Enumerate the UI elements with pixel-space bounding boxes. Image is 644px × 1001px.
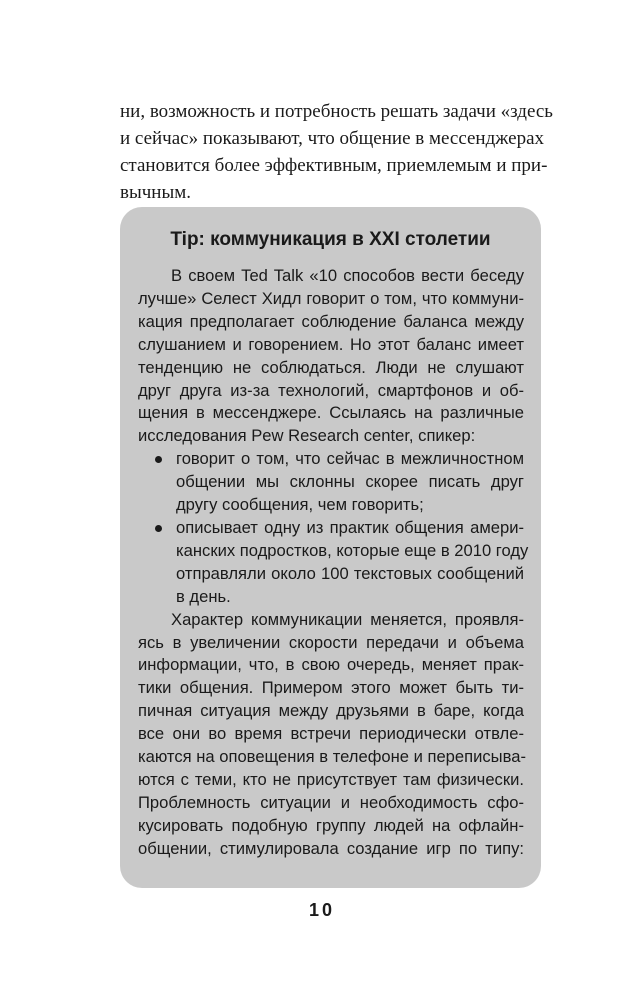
tip-line: пичная ситуация между друзьями в баре, когда bbox=[138, 701, 524, 721]
intro-line: вычным. bbox=[120, 182, 191, 203]
tip-line: друг друга из-за технологий, смартфонов и об- bbox=[138, 380, 524, 400]
tip-line: описывает одну из практик общения амери- bbox=[176, 517, 524, 537]
bullet-item bbox=[138, 517, 529, 609]
tip-line: Характер коммуникации меняется, проявля- bbox=[171, 609, 524, 629]
tip-line: каются на оповещения в телефоне и переписыва- bbox=[138, 747, 526, 767]
tip-line: общении, стимулировала создание игр по типу: bbox=[138, 838, 524, 858]
tip-line: информации, что, в свою очередь, меняет прак- bbox=[138, 655, 524, 675]
tip-line: щения в мессенджере. Ссылаясь на различные bbox=[138, 403, 524, 423]
tip-line: ются с теми, кто не присутствует там физически. bbox=[138, 769, 524, 789]
tip-title: Tip: коммуникация в XXI столетии bbox=[170, 229, 491, 250]
tip-line: В своем Ted Talk «10 способов вести беседу bbox=[171, 266, 524, 285]
tip-line: другу сообщения, чем говорить; bbox=[176, 495, 424, 515]
intro-line: ни, возможность и потребность решать задачи «здесь bbox=[120, 101, 553, 122]
intro-line: становится более эффективным, приемлемым и при- bbox=[120, 155, 548, 176]
tip-line: общении мы склонны скорее писать друг bbox=[176, 472, 524, 492]
tip-line: кусировать подобную группу людей на офлайн- bbox=[138, 815, 524, 835]
intro-paragraph bbox=[120, 98, 553, 206]
tip-line: канских подростков, которые еще в 2010 году bbox=[176, 540, 529, 560]
tip-line: говорит о том, что сейчас в межличностном bbox=[176, 449, 524, 469]
bullet-item bbox=[138, 448, 524, 517]
tip-line: лучше» Селест Хидл говорит о том, что коммуни- bbox=[138, 288, 524, 308]
tip-line: все они во время встречи периодически отвле- bbox=[138, 724, 524, 744]
tip-line: отправляли около 100 текстовых сообщений bbox=[176, 563, 524, 583]
tip-line: тенденцию не соблюдаться. Люди не слушают bbox=[138, 357, 524, 377]
bullet-dot-icon bbox=[155, 525, 162, 532]
tip-line: слушанием и говорением. Но этот баланс имеет bbox=[138, 334, 524, 354]
tip-line: исследования Pew Research center, спикер: bbox=[138, 426, 476, 446]
intro-line: и сейчас» показывают, что общение в мессенджерах bbox=[120, 128, 545, 149]
tip-body bbox=[138, 265, 529, 861]
tip-line: кация предполагает соблюдение баланса между bbox=[138, 311, 524, 331]
tip-line: в день. bbox=[176, 586, 231, 606]
tip-line: ясь в увеличении скорости передачи и объема bbox=[138, 632, 524, 652]
page-number: 10 bbox=[308, 900, 336, 920]
tip-line: тики общения. Примером этого может быть ти- bbox=[138, 678, 524, 698]
tip-line: Проблемность ситуации и необходимость сфо- bbox=[138, 792, 524, 812]
tip-box bbox=[120, 207, 541, 888]
